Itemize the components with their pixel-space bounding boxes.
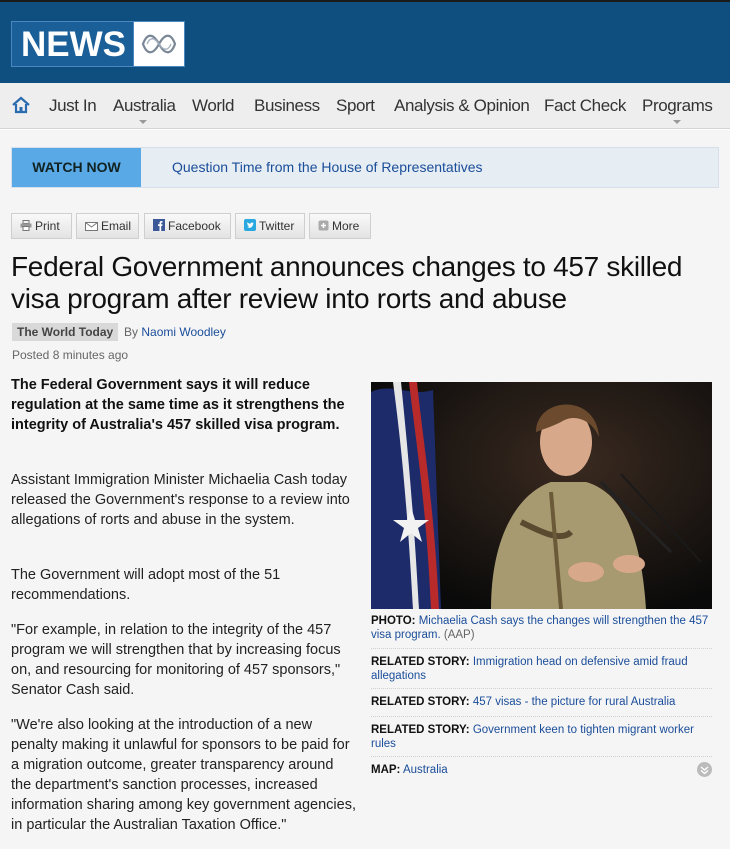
more-icon (318, 215, 329, 239)
nav-fact-check[interactable]: Fact Check (544, 96, 626, 115)
photo-caption-link[interactable]: Michaelia Cash says the changes will strengthen the 457 visa program. (371, 615, 709, 641)
map-label: MAP: (371, 764, 401, 776)
main-nav (0, 83, 730, 129)
photo-caption (371, 614, 712, 642)
twitter-icon (244, 215, 256, 239)
related-story-label: RELATED STORY: (371, 696, 470, 708)
posted-time: Posted 8 minutes ago (12, 348, 129, 362)
photo-label: PHOTO: (371, 615, 416, 627)
watch-now-link[interactable]: Question Time from the House of Representatives (172, 159, 483, 175)
related-story (371, 688, 712, 709)
logo-news-text: NEWS (11, 21, 133, 67)
nav-world[interactable]: World (192, 96, 235, 115)
facebook-button[interactable] (144, 213, 231, 239)
photo-source: (AAP) (443, 629, 475, 641)
expand-icon[interactable] (697, 762, 712, 777)
map-row (371, 756, 712, 784)
more-button[interactable] (309, 213, 371, 239)
article-lede: The Federal Government says it will reduce regulation at the same time as it strengthens the integrity of Australia's 457 skilled visa program. (11, 377, 345, 433)
print-button[interactable] (11, 213, 72, 239)
facebook-icon (153, 215, 165, 239)
facebook-label: Facebook (168, 219, 221, 233)
article-photo[interactable] (371, 382, 712, 609)
email-label: Email (101, 219, 132, 233)
twitter-label: Twitter (259, 219, 295, 233)
nav-australia-caret-icon (139, 120, 147, 124)
program-tag[interactable]: The World Today (12, 323, 118, 341)
map-link[interactable]: Australia (402, 764, 448, 776)
article-paragraph: "For example, in relation to the integrity of the 457 program we will strengthen that by increasing focus on, and resourcing for monitoring of 457 sponsors," Senator Cash said. (11, 622, 341, 698)
nav-australia[interactable]: Australia (113, 96, 176, 115)
article-paragraph: The Government will adopt most of the 51 recommendations. (11, 567, 281, 603)
article-paragraph: "We're also looking at the introduction of a new penalty making it unlawful for sponsors to be paid for a migration outcome, greater transparency around the department's sanction processes, increased information sharing among key government agencies, in particular the Australian Taxation Office." (11, 717, 356, 833)
article-headline: Federal Government announces changes to 457 skilled visa program after review into rorts and abuse (11, 251, 683, 314)
byline (124, 325, 226, 339)
envelope-icon (85, 215, 98, 239)
print-label: Print (35, 219, 60, 233)
nav-business[interactable]: Business (254, 96, 320, 115)
more-label: More (332, 219, 360, 233)
home-icon[interactable] (11, 95, 31, 115)
nav-programs[interactable]: Programs (642, 96, 713, 115)
printer-icon (20, 215, 32, 239)
related-story-link[interactable]: Government keen to tighten migrant worker rules (371, 724, 694, 750)
twitter-button[interactable] (235, 213, 305, 239)
related-story-label: RELATED STORY: (371, 656, 470, 668)
abc-news-logo[interactable] (11, 21, 185, 67)
email-button[interactable] (76, 213, 139, 239)
author-link[interactable]: Naomi Woodley (141, 325, 226, 339)
byline-prefix: By (124, 325, 139, 339)
watch-now-bar (11, 147, 719, 188)
related-story-label: RELATED STORY: (371, 724, 470, 736)
watch-now-button[interactable]: WATCH NOW (12, 148, 141, 187)
related-story-link[interactable]: Immigration head on defensive amid fraud allegations (371, 656, 688, 682)
related-story-link[interactable]: 457 visas - the picture for rural Australia (472, 696, 676, 708)
nav-sport[interactable]: Sport (336, 96, 375, 115)
abc-logo-icon (133, 21, 185, 67)
related-story (371, 716, 712, 751)
nav-just-in[interactable]: Just In (49, 96, 97, 115)
nav-programs-caret-icon (673, 120, 681, 124)
related-story (371, 648, 712, 683)
site-header (0, 0, 730, 83)
article-paragraph: Assistant Immigration Minister Michaelia Cash today released the Government's response to a review into allegations of rorts and abuse in the system. (11, 472, 350, 528)
nav-analysis-opinion[interactable]: Analysis & Opinion (394, 96, 530, 115)
